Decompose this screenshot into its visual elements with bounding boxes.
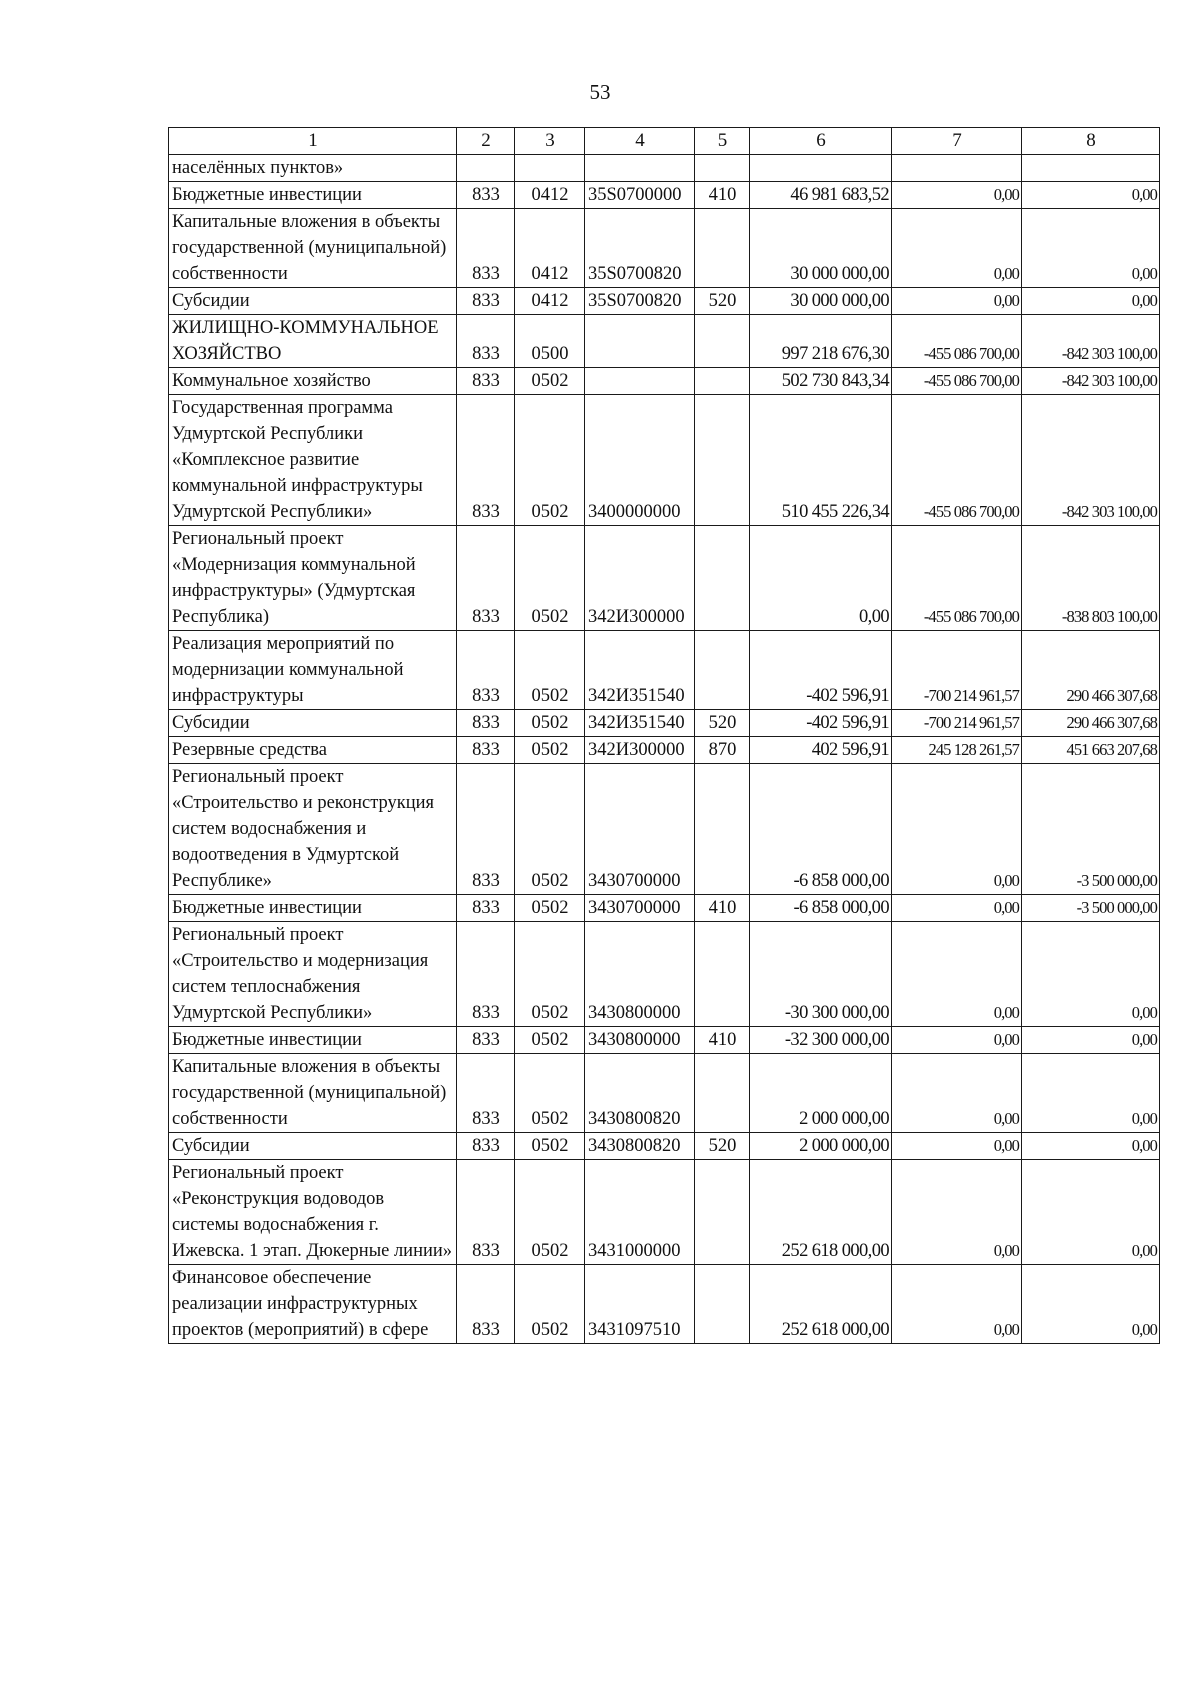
expense-type-code (695, 368, 750, 395)
expense-type-code (695, 1265, 750, 1344)
amount-col-7: 0,00 (892, 764, 1022, 895)
ministry-code: 833 (457, 1133, 515, 1160)
amount-col-6: 2 000 000,00 (750, 1133, 892, 1160)
expense-type-code: 410 (695, 1027, 750, 1054)
table-row (169, 395, 1160, 526)
row-description: Коммунальное хозяйство (169, 368, 457, 395)
row-description: Региональный проект «Строительство и модернизация систем теплоснабжения Удмуртской Республики» (169, 922, 457, 1027)
expense-type-code: 870 (695, 737, 750, 764)
ministry-code: 833 (457, 315, 515, 368)
amount-col-6: 510 455 226,34 (750, 395, 892, 526)
expense-type-code: 410 (695, 182, 750, 209)
target-article-code: 3430700000 (585, 895, 695, 922)
table-row (169, 737, 1160, 764)
column-header: 2 (457, 128, 515, 155)
expense-type-code (695, 526, 750, 631)
ministry-code: 833 (457, 209, 515, 288)
section-code: 0412 (515, 209, 585, 288)
ministry-code: 833 (457, 710, 515, 737)
amount-col-8: -842 303 100,00 (1022, 395, 1160, 526)
section-code: 0502 (515, 922, 585, 1027)
amount-col-8: 0,00 (1022, 182, 1160, 209)
section-code: 0502 (515, 1027, 585, 1054)
amount-col-8: 0,00 (1022, 1027, 1160, 1054)
amount-col-8: 0,00 (1022, 1265, 1160, 1344)
row-description: Субсидии (169, 288, 457, 315)
row-description: Региональный проект «Строительство и реконструкция систем водоснабжения и водоотведения в Удмуртской Республике» (169, 764, 457, 895)
table-row (169, 526, 1160, 631)
amount-col-7: 0,00 (892, 1133, 1022, 1160)
ministry-code: 833 (457, 1027, 515, 1054)
amount-col-7: -455 086 700,00 (892, 395, 1022, 526)
ministry-code: 833 (457, 1054, 515, 1133)
amount-col-6: 252 618 000,00 (750, 1160, 892, 1265)
expense-type-code: 520 (695, 288, 750, 315)
ministry-code: 833 (457, 737, 515, 764)
amount-col-8: -838 803 100,00 (1022, 526, 1160, 631)
amount-col-6: 30 000 000,00 (750, 209, 892, 288)
table-row (169, 922, 1160, 1027)
table-row (169, 1027, 1160, 1054)
table-row (169, 182, 1160, 209)
target-article-code (585, 315, 695, 368)
expense-type-code (695, 922, 750, 1027)
amount-col-7: 245 128 261,57 (892, 737, 1022, 764)
target-article-code: 3431097510 (585, 1265, 695, 1344)
amount-col-8: 0,00 (1022, 1160, 1160, 1265)
target-article-code (585, 155, 695, 182)
amount-col-6: 502 730 843,34 (750, 368, 892, 395)
column-header: 7 (892, 128, 1022, 155)
section-code (515, 155, 585, 182)
table-row (169, 895, 1160, 922)
amount-col-6: -402 596,91 (750, 631, 892, 710)
expense-type-code: 520 (695, 1133, 750, 1160)
target-article-code: 3430800820 (585, 1054, 695, 1133)
target-article-code: 3430800000 (585, 1027, 695, 1054)
amount-col-7: 0,00 (892, 1265, 1022, 1344)
expense-type-code (695, 764, 750, 895)
row-description: населённых пунктов» (169, 155, 457, 182)
expense-type-code (695, 1160, 750, 1265)
ministry-code: 833 (457, 631, 515, 710)
ministry-code: 833 (457, 526, 515, 631)
amount-col-7: -455 086 700,00 (892, 368, 1022, 395)
target-article-code: 35S0700000 (585, 182, 695, 209)
section-code: 0502 (515, 1265, 585, 1344)
amount-col-7: 0,00 (892, 209, 1022, 288)
target-article-code: 342И300000 (585, 526, 695, 631)
section-code: 0502 (515, 895, 585, 922)
column-header: 3 (515, 128, 585, 155)
table-row (169, 155, 1160, 182)
target-article-code: 3430700000 (585, 764, 695, 895)
amount-col-7: 0,00 (892, 1027, 1022, 1054)
ministry-code: 833 (457, 922, 515, 1027)
ministry-code: 833 (457, 182, 515, 209)
amount-col-8: -3 500 000,00 (1022, 895, 1160, 922)
ministry-code: 833 (457, 764, 515, 895)
ministry-code: 833 (457, 395, 515, 526)
section-code: 0502 (515, 1133, 585, 1160)
ministry-code: 833 (457, 1265, 515, 1344)
expense-type-code (695, 1054, 750, 1133)
target-article-code: 3400000000 (585, 395, 695, 526)
section-code: 0412 (515, 182, 585, 209)
expense-type-code: 410 (695, 895, 750, 922)
section-code: 0502 (515, 710, 585, 737)
target-article-code (585, 368, 695, 395)
amount-col-6: 30 000 000,00 (750, 288, 892, 315)
section-code: 0502 (515, 1160, 585, 1265)
table-row (169, 315, 1160, 368)
row-description: Бюджетные инвестиции (169, 895, 457, 922)
expense-type-code (695, 315, 750, 368)
row-description: Реализация мероприятий по модернизации коммунальной инфраструктуры (169, 631, 457, 710)
row-description: ЖИЛИЩНО-КОММУНАЛЬНОЕ ХОЗЯЙСТВО (169, 315, 457, 368)
amount-col-6: -6 858 000,00 (750, 764, 892, 895)
amount-col-8: 0,00 (1022, 922, 1160, 1027)
table-row (169, 368, 1160, 395)
amount-col-7: 0,00 (892, 895, 1022, 922)
amount-col-8 (1022, 155, 1160, 182)
row-description: Субсидии (169, 1133, 457, 1160)
ministry-code: 833 (457, 368, 515, 395)
ministry-code: 833 (457, 1160, 515, 1265)
target-article-code: 342И351540 (585, 710, 695, 737)
amount-col-7: -700 214 961,57 (892, 710, 1022, 737)
column-header: 8 (1022, 128, 1160, 155)
row-description: Бюджетные инвестиции (169, 182, 457, 209)
table-row (169, 209, 1160, 288)
column-header: 5 (695, 128, 750, 155)
amount-col-7: 0,00 (892, 288, 1022, 315)
row-description: Бюджетные инвестиции (169, 1027, 457, 1054)
target-article-code: 3430800000 (585, 922, 695, 1027)
amount-col-6: -402 596,91 (750, 710, 892, 737)
amount-col-7: 0,00 (892, 922, 1022, 1027)
amount-col-7: -700 214 961,57 (892, 631, 1022, 710)
amount-col-8: 290 466 307,68 (1022, 710, 1160, 737)
amount-col-7: 0,00 (892, 1054, 1022, 1133)
amount-col-7: -455 086 700,00 (892, 526, 1022, 631)
ministry-code: 833 (457, 288, 515, 315)
row-description: Государственная программа Удмуртской Республики «Комплексное развитие коммунальной инфраструктуры Удмуртской Республики» (169, 395, 457, 526)
table-row (169, 710, 1160, 737)
table-row (169, 1265, 1160, 1344)
amount-col-6: 0,00 (750, 526, 892, 631)
column-header: 4 (585, 128, 695, 155)
ministry-code: 833 (457, 895, 515, 922)
row-description: Капитальные вложения в объекты государственной (муниципальной) собственности (169, 209, 457, 288)
amount-col-6: 402 596,91 (750, 737, 892, 764)
expense-type-code: 520 (695, 710, 750, 737)
row-description: Региональный проект «Реконструкция водоводов системы водоснабжения г. Ижевска. 1 этап. Дюкерные линии» (169, 1160, 457, 1265)
section-code: 0502 (515, 764, 585, 895)
section-code: 0502 (515, 631, 585, 710)
target-article-code: 3430800820 (585, 1133, 695, 1160)
amount-col-6: 997 218 676,30 (750, 315, 892, 368)
table-row (169, 1054, 1160, 1133)
page-number: 53 (589, 80, 611, 104)
table-row (169, 288, 1160, 315)
amount-col-8: 290 466 307,68 (1022, 631, 1160, 710)
row-description: Финансовое обеспечение реализации инфраструктурных проектов (мероприятий) в сфере (169, 1265, 457, 1344)
section-code: 0500 (515, 315, 585, 368)
row-description: Субсидии (169, 710, 457, 737)
amount-col-8: 0,00 (1022, 288, 1160, 315)
amount-col-6 (750, 155, 892, 182)
amount-col-8: -842 303 100,00 (1022, 368, 1160, 395)
expense-type-code (695, 155, 750, 182)
column-header: 1 (169, 128, 457, 155)
amount-col-6: 2 000 000,00 (750, 1054, 892, 1133)
amount-col-8: -842 303 100,00 (1022, 315, 1160, 368)
amount-col-6: -30 300 000,00 (750, 922, 892, 1027)
table-row (169, 764, 1160, 895)
section-code: 0502 (515, 526, 585, 631)
amount-col-6: 46 981 683,52 (750, 182, 892, 209)
row-description: Резервные средства (169, 737, 457, 764)
amount-col-6: 252 618 000,00 (750, 1265, 892, 1344)
budget-table (168, 127, 1160, 1344)
amount-col-6: -6 858 000,00 (750, 895, 892, 922)
expense-type-code (695, 209, 750, 288)
column-header: 6 (750, 128, 892, 155)
target-article-code: 3431000000 (585, 1160, 695, 1265)
section-code: 0412 (515, 288, 585, 315)
section-code: 0502 (515, 737, 585, 764)
table-row (169, 1160, 1160, 1265)
header-row (169, 128, 1160, 155)
amount-col-7 (892, 155, 1022, 182)
amount-col-8: 0,00 (1022, 1054, 1160, 1133)
amount-col-6: -32 300 000,00 (750, 1027, 892, 1054)
amount-col-7: 0,00 (892, 182, 1022, 209)
target-article-code: 35S0700820 (585, 288, 695, 315)
table-body (169, 155, 1160, 1344)
amount-col-7: 0,00 (892, 1160, 1022, 1265)
amount-col-7: -455 086 700,00 (892, 315, 1022, 368)
row-description: Капитальные вложения в объекты государственной (муниципальной) собственности (169, 1054, 457, 1133)
expense-type-code (695, 631, 750, 710)
target-article-code: 35S0700820 (585, 209, 695, 288)
table-row (169, 1133, 1160, 1160)
ministry-code (457, 155, 515, 182)
amount-col-8: 451 663 207,68 (1022, 737, 1160, 764)
amount-col-8: 0,00 (1022, 1133, 1160, 1160)
amount-col-8: -3 500 000,00 (1022, 764, 1160, 895)
section-code: 0502 (515, 395, 585, 526)
section-code: 0502 (515, 1054, 585, 1133)
target-article-code: 342И300000 (585, 737, 695, 764)
target-article-code: 342И351540 (585, 631, 695, 710)
table-row (169, 631, 1160, 710)
row-description: Региональный проект «Модернизация коммунальной инфраструктуры» (Удмуртская Республика) (169, 526, 457, 631)
expense-type-code (695, 395, 750, 526)
amount-col-8: 0,00 (1022, 209, 1160, 288)
section-code: 0502 (515, 368, 585, 395)
